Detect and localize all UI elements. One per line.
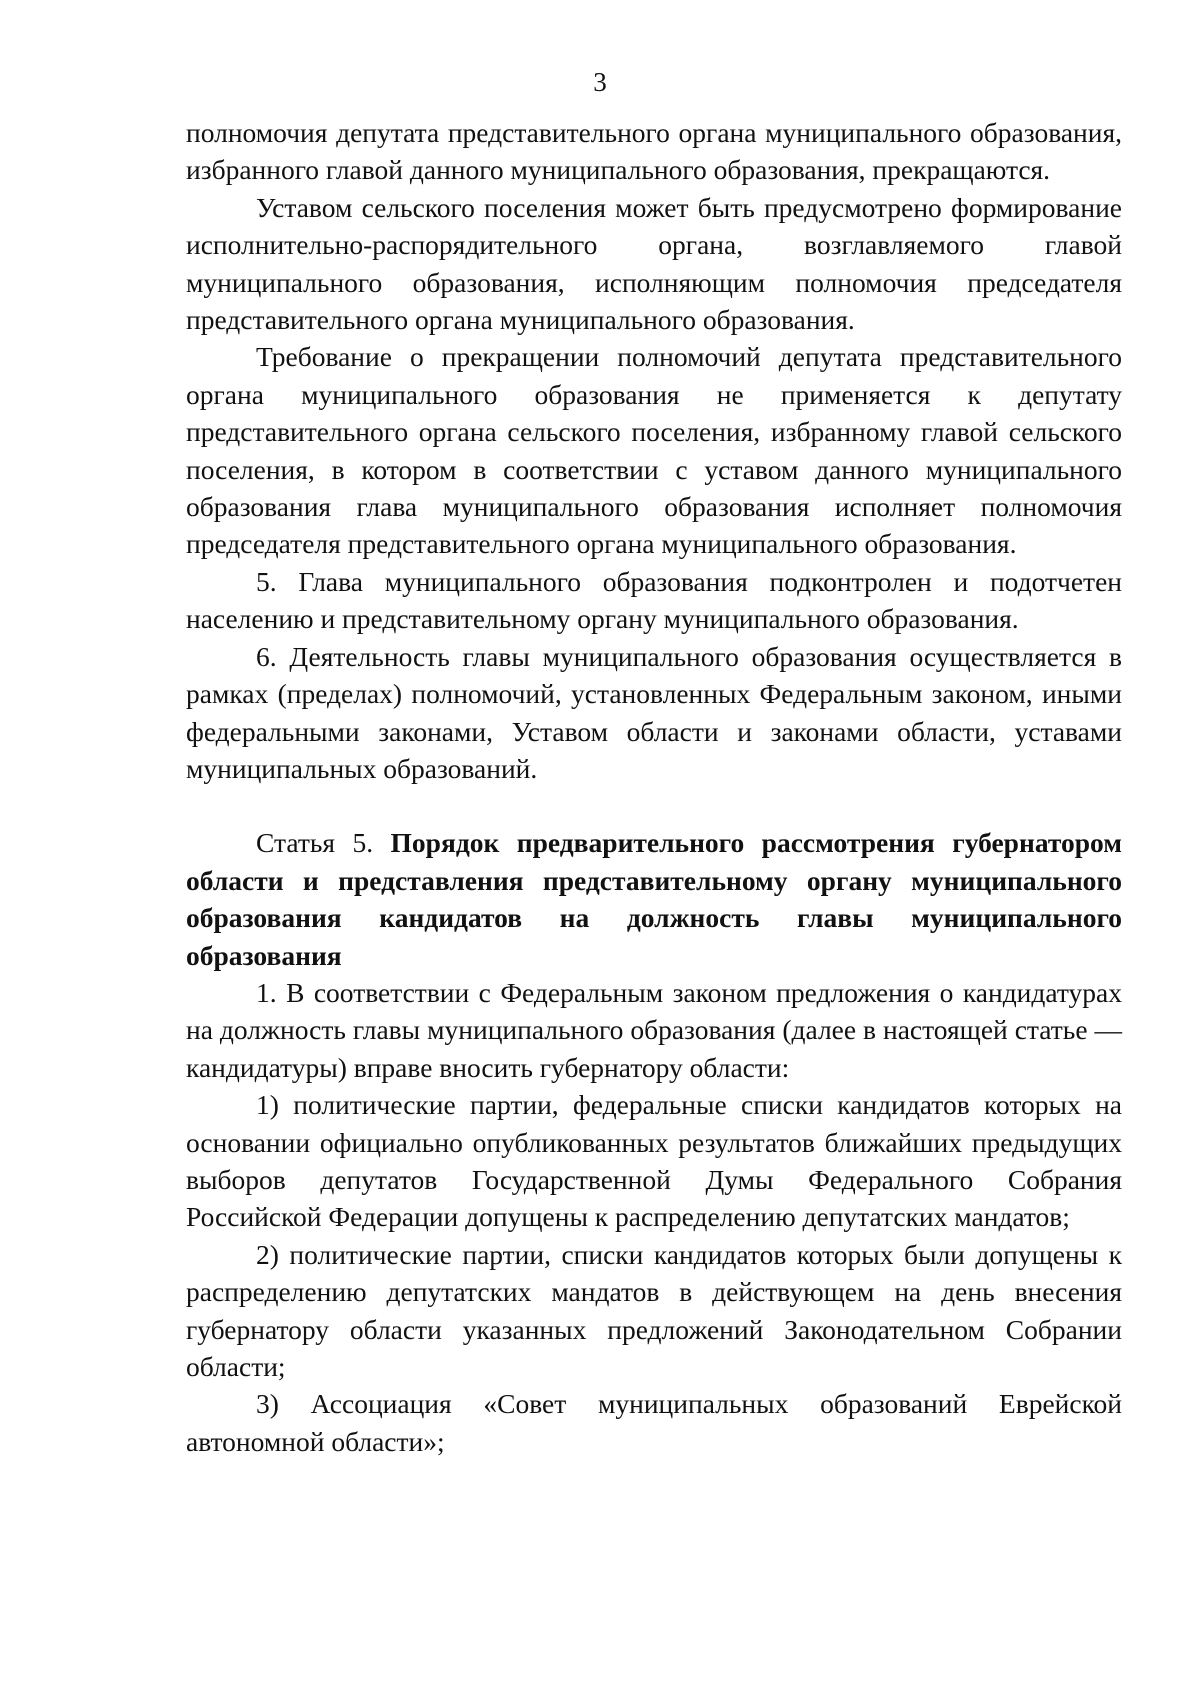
- paragraph-point-6: 6. Деятельность главы муниципального образования осуществляется в рамках (пределах) полномочий, установленных Федеральным законом, иными федеральными законами, Уставом области и законами области, уставами муниципальных образований.: [186, 640, 1122, 784]
- document-body: [186, 114, 1122, 1460]
- article-label: Статья 5.: [256, 827, 374, 859]
- paragraph-deputy-requirement: Требование о прекращении полномочий депутата представительного органа муниципального образования не применяется к депутату представительного органа сельского поселения, избранному главой сельского поселения, в котором в соответствии с уставом данного муниципального образования глава муниципального образования исполняет полномочия председателя представительного органа муниципального образования.: [186, 341, 1122, 560]
- article-paragraph-1: 1. В соответствии с Федеральным законом предложения о кандидатурах на должность главы муниципального образования (далее в настоящей статье — кандидатуры) вправе вносить губернатору области:: [186, 976, 1122, 1083]
- article-title: Порядок предварительного рассмотрения губернатором области и представления представительному органу муниципального образования кандидатов на должность главы муниципального образования: [186, 827, 1123, 971]
- list-item-1: 1) политические партии, федеральные списки кандидатов которых на основании официально опубликованных результатов ближайших предыдущих выборов депутатов Государственной Думы Федерального Собрания Российской Федерации допущены к распределению депутатских мандатов;: [186, 1089, 1122, 1233]
- list-item-3: 3) Ассоциация «Совет муниципальных образований Еврейской автономной области»;: [186, 1388, 1122, 1457]
- page-number: 3: [593, 67, 607, 97]
- paragraph-charter-provision: Уставом сельского поселения может быть предусмотрено формирование исполнительно-распорядительного органа, возглавляемого главой муниципального образования, исполняющим полномочия председателя представительного органа муниципального образования.: [186, 191, 1122, 336]
- paragraph-point-5: 5. Глава муниципального образования подконтролен и подотчетен населению и представительному органу муниципального образования.: [186, 565, 1122, 635]
- list-item-2: 2) политические партии, списки кандидатов которых были допущены к распределению депутатских мандатов в действующем на день внесения губернатору области указанных предложений Законодательном Собрании области;: [186, 1238, 1122, 1382]
- paragraph-continuation: полномочия депутата представительного органа муниципального образования, избранного главой данного муниципального образования, прекращаются.: [186, 117, 1122, 186]
- article-heading: [186, 824, 1122, 974]
